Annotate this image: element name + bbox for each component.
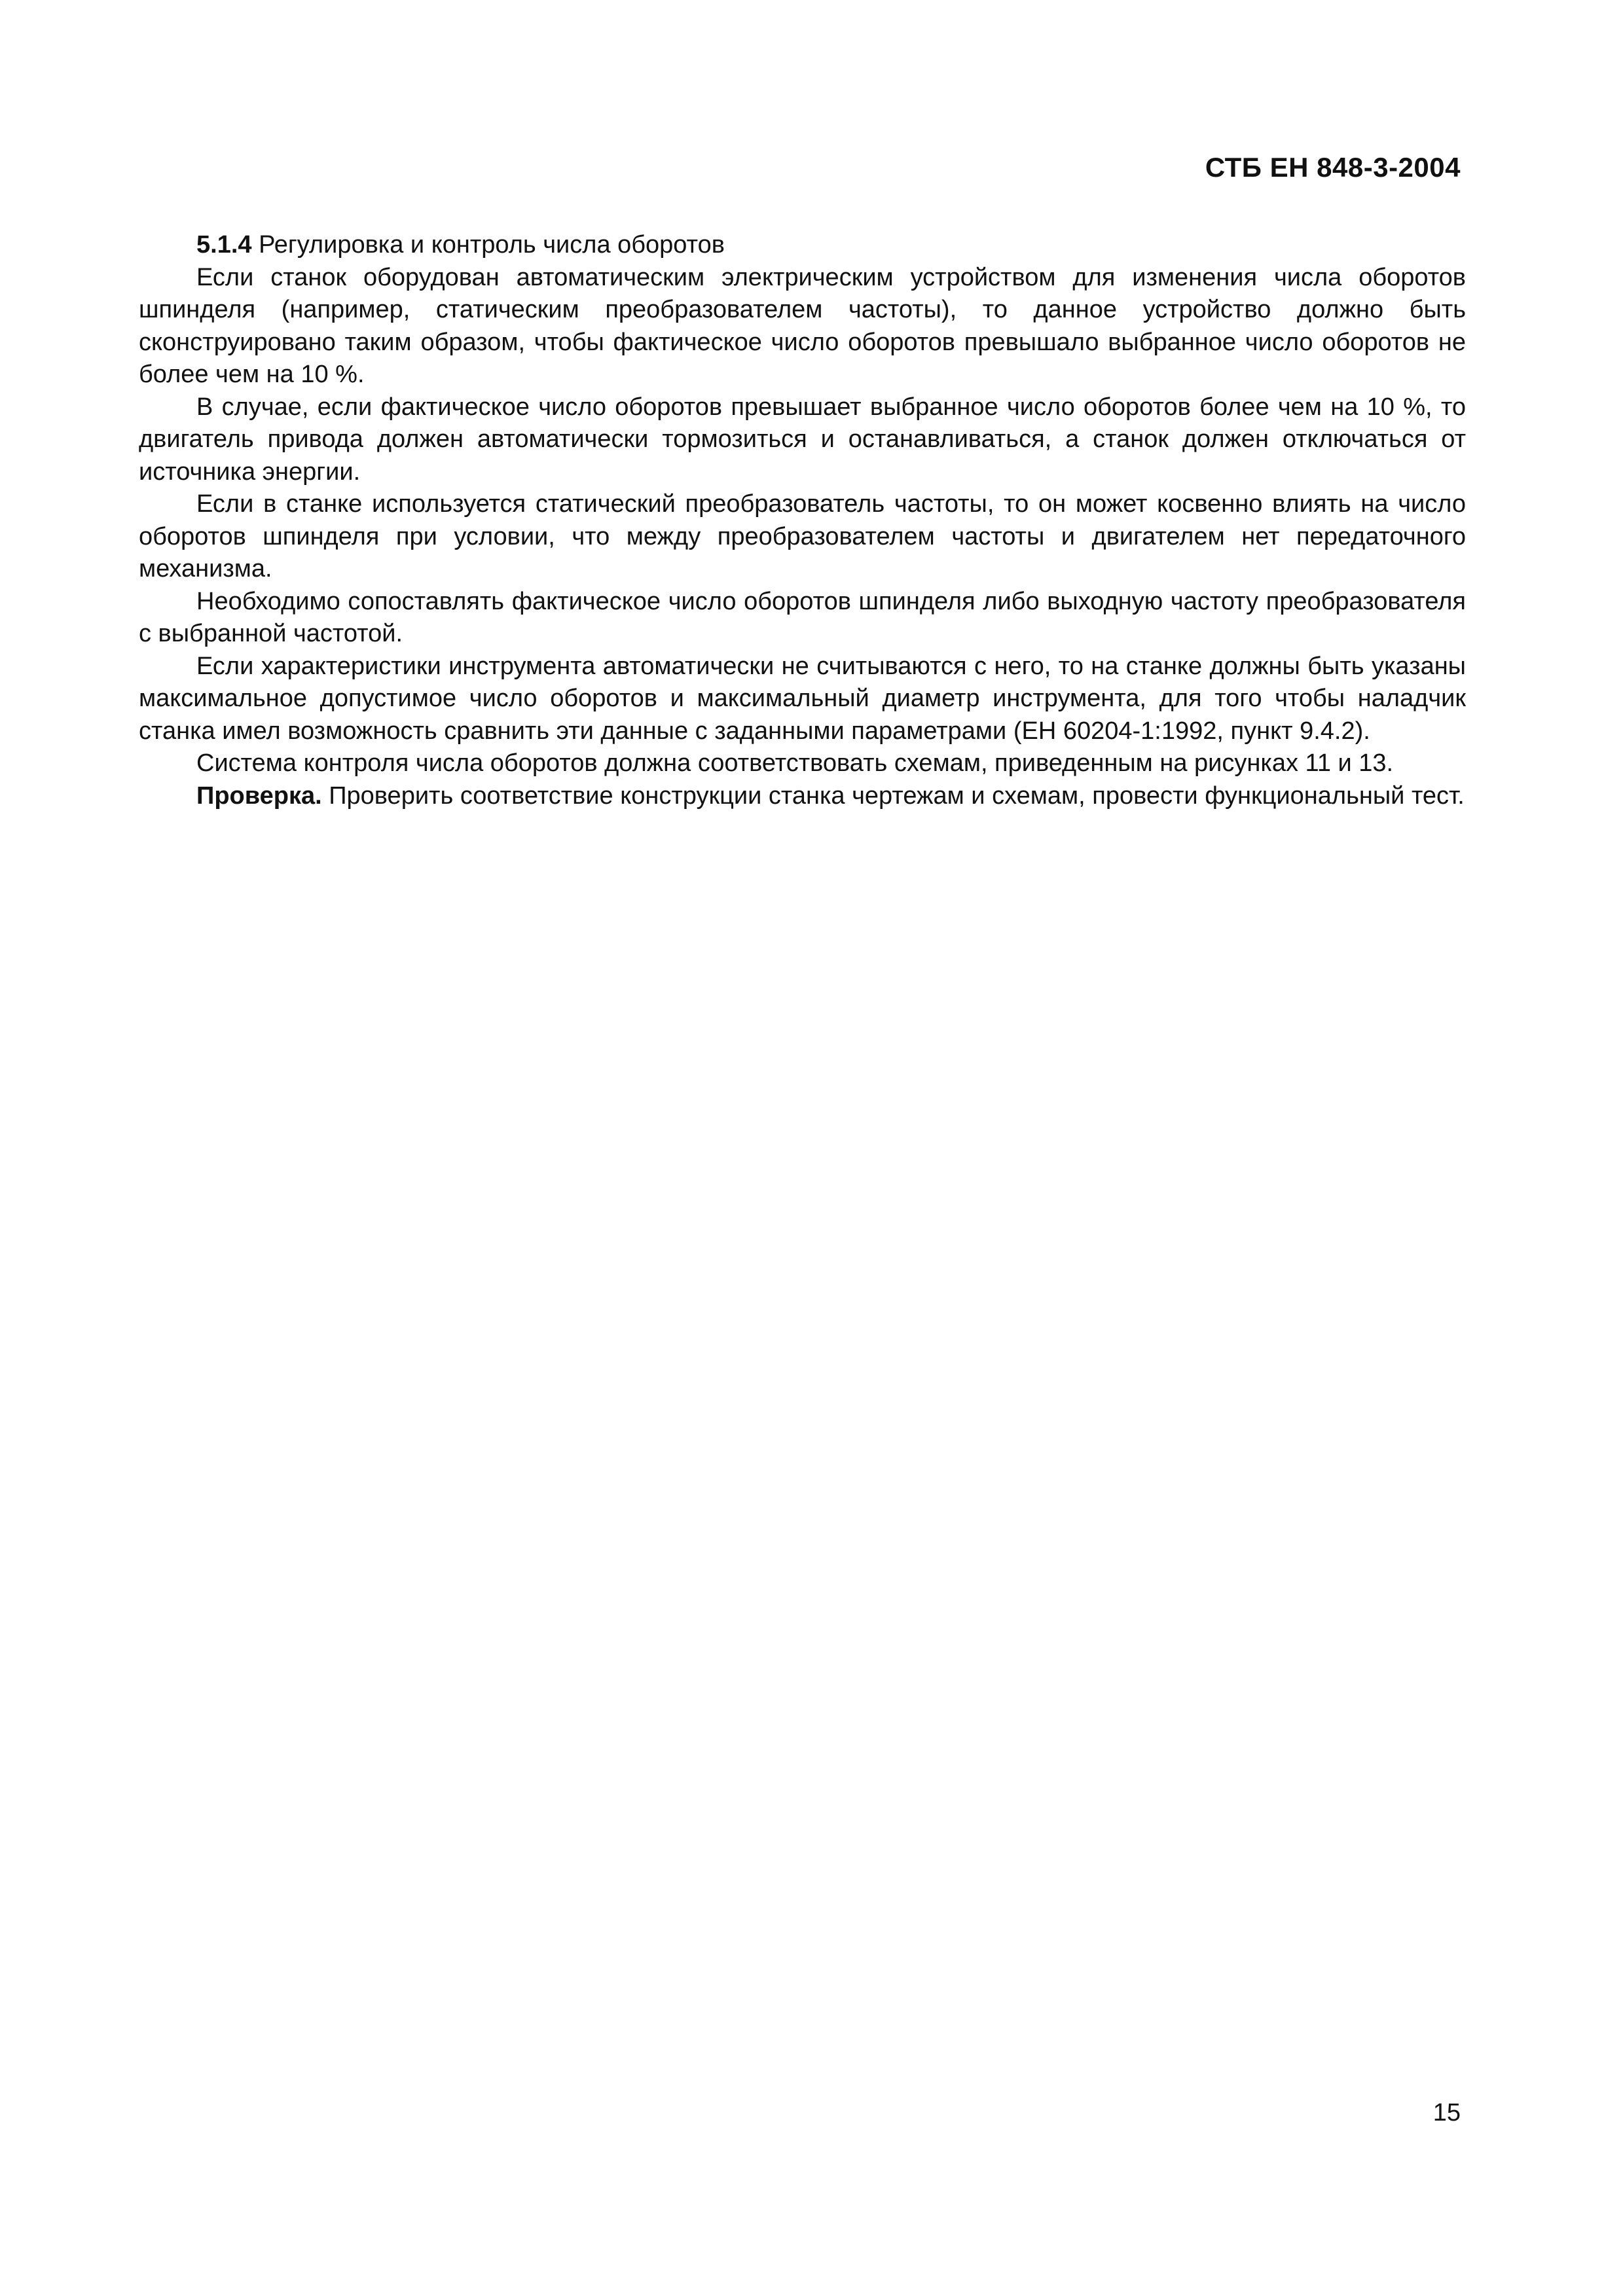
document-code: СТБ ЕН 848-3-2004 — [1205, 152, 1461, 183]
paragraph: Если станок оборудован автоматическим электрическим устройством для изменения числа оборотов шпинделя (например, статическим преобразователем частоты), то данное устройство должно быть сконструировано таким образом, чтобы фактическое число оборотов превышало выбранное число оборотов не более чем на 10 %. — [139, 263, 1466, 388]
verification-paragraph — [139, 780, 1466, 813]
paragraph: В случае, если фактическое число оборотов превышает выбранное число оборотов более чем на 10 %, то двигатель привода должен автоматически тормозиться и останавливаться, а станок должен отключаться от источника энергии. — [139, 393, 1466, 486]
paragraph: Если характеристики инструмента автоматически не считываются с него, то на станке должны быть указаны максимальное допустимое число оборотов и максимальный диаметр инструмента, для того чтобы наладчик станка имел возможность сравнить эти данные с заданными параметрами (ЕН 60204-1:1992, пункт 9.4.2). — [139, 652, 1466, 745]
page-number: 15 — [1432, 2099, 1461, 2126]
paragraph: Если в станке используется статический преобразователь частоты, то он может косвенно влиять на число оборотов шпинделя при условии, что между преобразователем частоты и двигателем нет передаточного механизма. — [139, 490, 1466, 583]
paragraph: Система контроля числа оборотов должна соответствовать схемам, приведенным на рисунках 11 и 13. — [196, 749, 1394, 777]
verification-label: Проверка. — [196, 781, 322, 810]
section-title: Регулировка и контроль числа оборотов — [259, 231, 725, 259]
section-heading — [139, 229, 1466, 262]
verification-text: Проверить соответствие конструкции станка чертежам и схемам, провести функциональный тест. — [329, 781, 1465, 810]
document-body — [139, 229, 1466, 812]
section-number: 5.1.4 — [196, 231, 252, 259]
paragraph: Необходимо сопоставлять фактическое число оборотов шпинделя либо выходную частоту преобразователя с выбранной частотой. — [139, 587, 1466, 647]
